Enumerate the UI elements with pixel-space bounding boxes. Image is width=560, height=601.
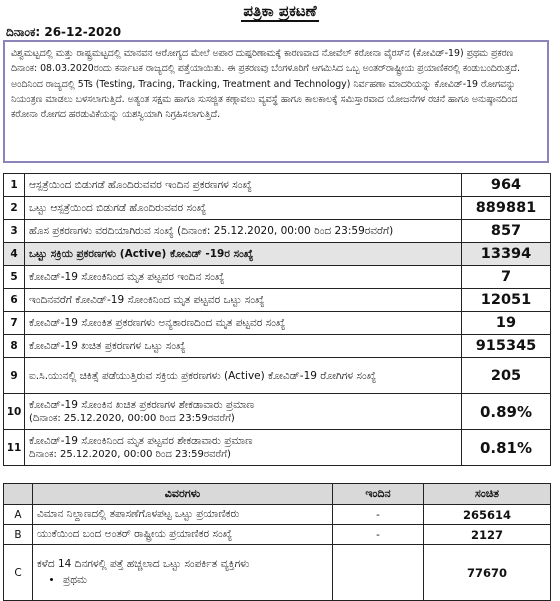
- travellers-row: [4, 505, 551, 525]
- row-description-date: ದಿನಾಂಕ: 25.12.2020, 00:00 ರಿಂದ 23:59ರವರೆಗೆ): [29, 448, 231, 460]
- row-total: 2127: [424, 525, 551, 545]
- row-description: ಕೋವಿಡ್-19 ಖಚಿತ ಪ್ರಕರಣಗಳ ಒಟ್ಟು ಸಂಖ್ಯೆ: [25, 335, 462, 358]
- travellers-row: [4, 545, 551, 601]
- row-number: 10: [4, 394, 25, 430]
- header-blank: [4, 484, 33, 505]
- title-text: ಪತ್ರಿಕಾ ಪ್ರಕಟಣೆ: [243, 2, 317, 20]
- stat-row: [4, 358, 551, 394]
- page-title: [0, 0, 560, 22]
- row-number: 5: [4, 266, 25, 289]
- stat-row: [4, 266, 551, 289]
- row-today: [333, 545, 424, 601]
- row-description-date: (ದಿನಾಂಕ: 25.12.2020, 00:00 ರಿಂದ 23:59ರವರೆಗೆ): [29, 412, 235, 424]
- statistics-table: [3, 173, 551, 466]
- travellers-header-row: [4, 484, 551, 505]
- row-total: 77670: [424, 545, 551, 601]
- intro-box: [3, 40, 549, 163]
- row-today: -: [333, 525, 424, 545]
- travellers-row: [4, 525, 551, 545]
- row-description: ಯುಕೆಯಿಂದ ಬಂದ ಅಂತರ್ ರಾಷ್ಟ್ರೀಯ ಪ್ರಯಾಣಿಕರ ಸಂಖ್ಯೆ: [33, 525, 333, 545]
- row-description: ಒಟ್ಟು ಆಸ್ಪತ್ರೆಯಿಂದ ಬಿಡುಗಡೆ ಹೊಂದಿರುವವರ ಸಂಖ್ಯೆ: [25, 197, 462, 220]
- stat-row: [4, 430, 551, 466]
- contacts-list: [37, 573, 328, 587]
- row-description: ಒಟ್ಟು ಸಕ್ರಿಯ ಪ್ರಕರಣಗಳು (Active) ಕೋವಿಡ್ -19ರ ಸಂಖ್ಯೆ: [25, 243, 462, 266]
- row-number: 11: [4, 430, 25, 466]
- stat-row: [4, 243, 551, 266]
- row-description: ಕೋವಿಡ್-19 ಸೋಂಕಿನಿಂದ ಮೃತ ಪಟ್ಟವರ ಇಂದಿನ ಸಂಖ್ಯೆ: [25, 266, 462, 289]
- header-total: ಸಂಚಿತ: [424, 484, 551, 505]
- row-value: 857: [462, 220, 551, 243]
- row-value: 205: [462, 358, 551, 394]
- contacts-list-item: • ಪ್ರಥಮ: [63, 573, 328, 587]
- row-value: 0.81%: [462, 430, 551, 466]
- stat-row: [4, 220, 551, 243]
- row-value: 889881: [462, 197, 551, 220]
- row-number: 7: [4, 312, 25, 335]
- header-details: ವಿವರಗಳು: [33, 484, 333, 505]
- row-description: [33, 545, 333, 601]
- row-value: 7: [462, 266, 551, 289]
- row-value: 12051: [462, 289, 551, 312]
- stat-row: [4, 335, 551, 358]
- row-today: -: [333, 505, 424, 525]
- row-description: ಹೊಸ ಪ್ರಕರಣಗಳು ವರದಿಯಾಗಿರುವ ಸಂಖ್ಯೆ (ದಿನಾಂಕ: 25.12.2020, 00:00 ರಿಂದ 23:59ರವರೆಗೆ): [25, 220, 462, 243]
- row-number: 3: [4, 220, 25, 243]
- row-number: 2: [4, 197, 25, 220]
- row-value: 13394: [462, 243, 551, 266]
- stat-row: [4, 174, 551, 197]
- row-total: 265614: [424, 505, 551, 525]
- stat-row: [4, 312, 551, 335]
- row-value: 964: [462, 174, 551, 197]
- row-letter: C: [4, 545, 33, 601]
- row-description: ಆಸ್ಪತ್ರೆಯಿಂದ ಬಿಡುಗಡೆ ಹೊಂದಿರುವವರ ಇಂದಿನ ಪ್ರಕರಣಗಳ ಸಂಖ್ಯೆ: [25, 174, 462, 197]
- row-number: 4: [4, 243, 25, 266]
- row-number: 8: [4, 335, 25, 358]
- row-description-main: ಕಳೆದ 14 ದಿನಗಳಲ್ಲಿ ಪತ್ತೆ ಹಚ್ಚಲಾದ ಒಟ್ಟು ಸಂಪರ್ಕಿತ ವ್ಯಕ್ತಿಗಳು: [37, 558, 250, 570]
- row-description: [25, 394, 462, 430]
- header-today: ಇಂದಿನ: [333, 484, 424, 505]
- row-letter: A: [4, 505, 33, 525]
- stat-row: [4, 394, 551, 430]
- travellers-table: [3, 483, 551, 601]
- row-description-main: ಕೋವಿಡ್-19 ಸೋಂಕಿನ ಖಚಿತ ಪ್ರಕರಣಗಳ ಶೇಕಡಾವಾರು ಪ್ರಮಾಣ: [29, 398, 255, 411]
- row-letter: B: [4, 525, 33, 545]
- row-description: [25, 430, 462, 466]
- stat-row: [4, 197, 551, 220]
- row-description: ಕೋವಿಡ್-19 ಸೋಂಕಿತ ಪ್ರಕರಣಗಳು ಅನ್ಯಕಾರಣದಿಂದ ಮೃತ ಪಟ್ಟವರ ಸಂಖ್ಯೆ: [25, 312, 462, 335]
- stat-row: [4, 289, 551, 312]
- row-value: 915345: [462, 335, 551, 358]
- row-value: 0.89%: [462, 394, 551, 430]
- row-description-main: ಕೋವಿಡ್-19 ಸೋಂಕಿನಿಂದ ಮೃತ ಪಟ್ಟವರ ಶೇಕಡಾವಾರು ಪ್ರಮಾಣ: [29, 434, 253, 447]
- row-description: ಇಂದಿನವರೆಗೆ ಕೋವಿಡ್-19 ಸೋಂಕಿನಿಂದ ಮೃತ ಪಟ್ಟವರ ಒಟ್ಟು ಸಂಖ್ಯೆ: [25, 289, 462, 312]
- row-number: 9: [4, 358, 25, 394]
- intro-paragraph-2: ಅಂದಿನಿಂದ ರಾಜ್ಯದಲ್ಲಿ 5Ts (Testing, Tracing, Tracking, Treatment and Technology) ನಿರ್ವಹಣಾ ಮಾದರಿಯನ್ನು ಕೋವಿಡ್-19 ರೋಗವನ್ನು ನಿಯಂತ್ರಣ ಮಾಡಲು ಬಳಸಲಾಗುತ್ತಿದೆ. ಅತ್ಯಂತ ಸಕ್ಷಮ ಹಾಗೂ ಸುಸಜ್ಜಿತ ಕಣ್ಗಾವಲು ವ್ಯವಸ್ಥೆ ಹಾಗೂ ಕಾಲಕಾಲಕ್ಕೆ ಸಮಿಸ್ತಾರವಾದ ಯೋಜನೆಗಳ ರಚನೆ ಹಾಗೂ ಅನುಷ್ಠಾನದಿಂದ ಕರೋನಾ ರೋಗದ ಹರಡುವಿಕೆಯನ್ನು ಯಶಸ್ವಿಯಾಗಿ ನಿಗ್ರಹಿಸಲಾಗುತ್ತಿದೆ.: [11, 78, 518, 121]
- row-value: 19: [462, 312, 551, 335]
- row-description: ವಿಮಾನ ನಿಲ್ದಾಣದಲ್ಲಿ ತಪಾಸಣೆಗೊಳಪಟ್ಟ ಒಟ್ಟು ಪ್ರಯಾಣಿಕರು: [33, 505, 333, 525]
- row-number: 1: [4, 174, 25, 197]
- release-date: ದಿನಾಂಕ: 26-12-2020: [6, 25, 122, 39]
- row-number: 6: [4, 289, 25, 312]
- intro-paragraph-1: ವಿಶ್ವಮಟ್ಟದಲ್ಲಿ ಮತ್ತು ರಾಷ್ಟ್ರಮಟ್ಟದಲ್ಲಿ ಮಾನವನ ಆರೋಗ್ಯದ ಮೇಲೆ ಅಪಾರ ದುಷ್ಪರಿಣಾಮಕ್ಕೆ ಕಾರಣವಾದ ನೋವೆಲ್ ಕರೋನಾ ವೈರಸ್‌ನ (ಕೋವಿಡ್-19) ಪ್ರಥಮ ಪ್ರಕರಣ ದಿನಾಂಕ: 08.03.2020ರಂದು ಕರ್ನಾಟಕ ರಾಜ್ಯದಲ್ಲಿ ಪತ್ತೆಯಾಯಿತು. ಈ ಪ್ರಕರಣವು ಬೆಂಗಳೂರಿಗೆ ಆಗಮಿಸಿದ ಒಬ್ಬ ಅಂತರ್‌ರಾಷ್ಟ್ರೀಯ ಪ್ರಯಾಣಿಕರಲ್ಲಿ ಕಂಡುಬಂದಿರುತ್ತದೆ.: [11, 48, 520, 75]
- row-description: ಐ.ಸಿ.ಯುನಲ್ಲಿ ಚಿಕಿತ್ಸೆ ಪಡೆಯುತ್ತಿರುವ ಸಕ್ರಿಯ ಪ್ರಕರಣಗಳು (Active) ಕೋವಿಡ್-19 ರೋಗಿಗಳ ಸಂಖ್ಯೆ: [25, 358, 462, 394]
